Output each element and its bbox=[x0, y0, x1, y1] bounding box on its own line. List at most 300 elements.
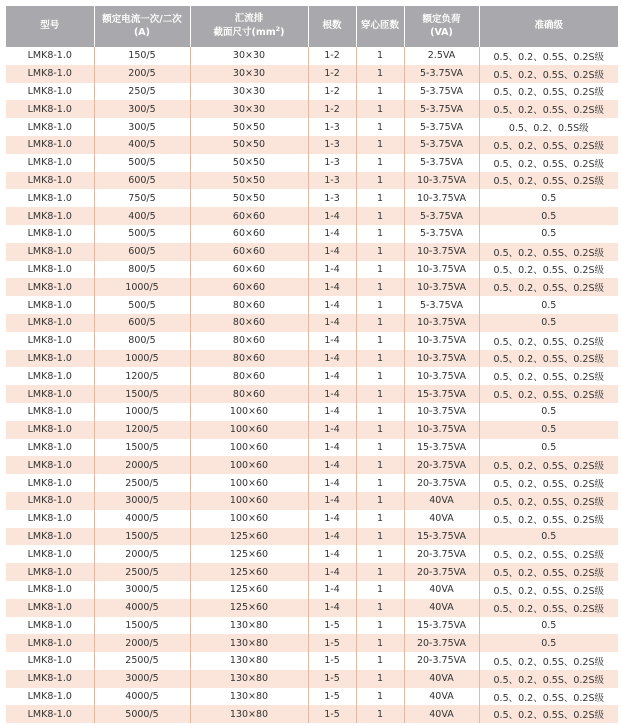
cell-accuracy: 0.5、0.2、0.5S、0.2S级 bbox=[479, 278, 618, 296]
cell-rated-current: 1000/5 bbox=[94, 350, 190, 368]
cell-busbar-size: 100×60 bbox=[190, 403, 308, 421]
cell-turns: 1 bbox=[356, 350, 404, 368]
cell-rated-current: 800/5 bbox=[94, 261, 190, 279]
cell-accuracy: 0.5、0.2、0.5S、0.2S级 bbox=[479, 652, 618, 670]
cell-turns: 1 bbox=[356, 189, 404, 207]
header-model: 型号 bbox=[6, 6, 94, 47]
cell-turns: 1 bbox=[356, 332, 404, 350]
cell-rated-current: 1500/5 bbox=[94, 528, 190, 546]
cell-model: LMK8-1.0 bbox=[6, 243, 94, 261]
cell-busbar-size: 125×60 bbox=[190, 563, 308, 581]
cell-rated-load: 10-3.75VA bbox=[404, 314, 479, 332]
cell-accuracy: 0.5、0.2、0.5S、0.2S级 bbox=[479, 563, 618, 581]
cell-model: LMK8-1.0 bbox=[6, 652, 94, 670]
cell-count: 1-4 bbox=[308, 545, 356, 563]
cell-turns: 1 bbox=[356, 634, 404, 652]
cell-model: LMK8-1.0 bbox=[6, 332, 94, 350]
cell-model: LMK8-1.0 bbox=[6, 474, 94, 492]
cell-turns: 1 bbox=[356, 492, 404, 510]
cell-count: 1-5 bbox=[308, 617, 356, 635]
cell-rated-load: 40VA bbox=[404, 492, 479, 510]
table-row bbox=[6, 83, 618, 101]
cell-turns: 1 bbox=[356, 172, 404, 190]
cell-accuracy: 0.5、0.2、0.5S、0.2S级 bbox=[479, 385, 618, 403]
cell-rated-current: 600/5 bbox=[94, 172, 190, 190]
cell-count: 1-5 bbox=[308, 688, 356, 706]
cell-rated-load: 40VA bbox=[404, 670, 479, 688]
cell-rated-current: 4000/5 bbox=[94, 510, 190, 528]
cell-accuracy: 0.5、0.2、0.5S、0.2S级 bbox=[479, 332, 618, 350]
cell-busbar-size: 100×60 bbox=[190, 421, 308, 439]
cell-busbar-size: 100×60 bbox=[190, 456, 308, 474]
cell-rated-current: 2000/5 bbox=[94, 545, 190, 563]
cell-rated-current: 200/5 bbox=[94, 65, 190, 83]
cell-rated-current: 250/5 bbox=[94, 83, 190, 101]
cell-rated-load: 15-3.75VA bbox=[404, 617, 479, 635]
cell-turns: 1 bbox=[356, 100, 404, 118]
spec-table bbox=[6, 6, 618, 723]
cell-busbar-size: 130×80 bbox=[190, 634, 308, 652]
cell-accuracy: 0.5 bbox=[479, 403, 618, 421]
header-turns: 穿心匝数 bbox=[356, 6, 404, 47]
header-load: 额定负荷 (VA) bbox=[404, 6, 479, 47]
table-row bbox=[6, 332, 618, 350]
cell-busbar-size: 60×60 bbox=[190, 243, 308, 261]
cell-rated-load: 5-3.75VA bbox=[404, 136, 479, 154]
cell-rated-current: 4000/5 bbox=[94, 599, 190, 617]
cell-turns: 1 bbox=[356, 154, 404, 172]
cell-busbar-size: 125×60 bbox=[190, 528, 308, 546]
cell-count: 1-3 bbox=[308, 154, 356, 172]
cell-rated-load: 5-3.75VA bbox=[404, 207, 479, 225]
cell-rated-load: 10-3.75VA bbox=[404, 189, 479, 207]
cell-count: 1-3 bbox=[308, 189, 356, 207]
cell-accuracy: 0.5 bbox=[479, 439, 618, 457]
cell-model: LMK8-1.0 bbox=[6, 118, 94, 136]
cell-rated-load: 20-3.75VA bbox=[404, 474, 479, 492]
cell-rated-load: 40VA bbox=[404, 705, 479, 723]
cell-busbar-size: 80×60 bbox=[190, 385, 308, 403]
cell-rated-load: 20-3.75VA bbox=[404, 563, 479, 581]
cell-count: 1-4 bbox=[308, 421, 356, 439]
table-row bbox=[6, 65, 618, 83]
cell-rated-current: 1500/5 bbox=[94, 439, 190, 457]
cell-rated-current: 5000/5 bbox=[94, 705, 190, 723]
cell-rated-current: 800/5 bbox=[94, 332, 190, 350]
cell-model: LMK8-1.0 bbox=[6, 403, 94, 421]
cell-count: 1-3 bbox=[308, 118, 356, 136]
cell-turns: 1 bbox=[356, 545, 404, 563]
cell-accuracy: 0.5、0.2、0.5S、0.2S级 bbox=[479, 705, 618, 723]
cell-model: LMK8-1.0 bbox=[6, 634, 94, 652]
cell-rated-load: 2.5VA bbox=[404, 47, 479, 65]
cell-count: 1-4 bbox=[308, 599, 356, 617]
cell-rated-load: 20-3.75VA bbox=[404, 652, 479, 670]
cell-model: LMK8-1.0 bbox=[6, 688, 94, 706]
cell-count: 1-4 bbox=[308, 367, 356, 385]
table-row bbox=[6, 617, 618, 635]
cell-model: LMK8-1.0 bbox=[6, 510, 94, 528]
cell-turns: 1 bbox=[356, 207, 404, 225]
cell-busbar-size: 50×50 bbox=[190, 136, 308, 154]
cell-busbar-size: 125×60 bbox=[190, 545, 308, 563]
cell-accuracy: 0.5 bbox=[479, 634, 618, 652]
cell-busbar-size: 80×60 bbox=[190, 314, 308, 332]
cell-rated-current: 300/5 bbox=[94, 100, 190, 118]
cell-model: LMK8-1.0 bbox=[6, 599, 94, 617]
cell-busbar-size: 130×80 bbox=[190, 670, 308, 688]
cell-rated-load: 5-3.75VA bbox=[404, 225, 479, 243]
table-row bbox=[6, 439, 618, 457]
table-row bbox=[6, 670, 618, 688]
cell-rated-current: 2500/5 bbox=[94, 563, 190, 581]
cell-model: LMK8-1.0 bbox=[6, 545, 94, 563]
cell-model: LMK8-1.0 bbox=[6, 563, 94, 581]
cell-rated-load: 15-3.75VA bbox=[404, 439, 479, 457]
cell-model: LMK8-1.0 bbox=[6, 65, 94, 83]
cell-model: LMK8-1.0 bbox=[6, 350, 94, 368]
cell-count: 1-4 bbox=[308, 243, 356, 261]
cell-busbar-size: 125×60 bbox=[190, 581, 308, 599]
header-accuracy: 准确级 bbox=[479, 6, 618, 47]
cell-model: LMK8-1.0 bbox=[6, 207, 94, 225]
cell-model: LMK8-1.0 bbox=[6, 261, 94, 279]
cell-accuracy: 0.5、0.2、0.5S、0.2S级 bbox=[479, 545, 618, 563]
cell-busbar-size: 80×60 bbox=[190, 296, 308, 314]
cell-busbar-size: 50×50 bbox=[190, 118, 308, 136]
cell-count: 1-5 bbox=[308, 634, 356, 652]
cell-turns: 1 bbox=[356, 136, 404, 154]
table-row bbox=[6, 225, 618, 243]
header-count: 根数 bbox=[308, 6, 356, 47]
cell-turns: 1 bbox=[356, 83, 404, 101]
table-row bbox=[6, 136, 618, 154]
cell-count: 1-4 bbox=[308, 563, 356, 581]
table-row bbox=[6, 118, 618, 136]
cell-accuracy: 0.5、0.2、0.5S、0.2S级 bbox=[479, 100, 618, 118]
cell-rated-load: 5-3.75VA bbox=[404, 100, 479, 118]
cell-busbar-size: 60×60 bbox=[190, 278, 308, 296]
cell-rated-load: 10-3.75VA bbox=[404, 243, 479, 261]
cell-model: LMK8-1.0 bbox=[6, 136, 94, 154]
table-row bbox=[6, 189, 618, 207]
cell-accuracy: 0.5 bbox=[479, 296, 618, 314]
cell-rated-load: 10-3.75VA bbox=[404, 332, 479, 350]
cell-rated-current: 2500/5 bbox=[94, 652, 190, 670]
cell-turns: 1 bbox=[356, 118, 404, 136]
cell-model: LMK8-1.0 bbox=[6, 314, 94, 332]
cell-rated-load: 10-3.75VA bbox=[404, 172, 479, 190]
cell-accuracy: 0.5 bbox=[479, 528, 618, 546]
table-row bbox=[6, 421, 618, 439]
cell-count: 1-4 bbox=[308, 350, 356, 368]
cell-busbar-size: 130×80 bbox=[190, 688, 308, 706]
table-row bbox=[6, 705, 618, 723]
table-body bbox=[6, 47, 618, 723]
header-row bbox=[6, 6, 618, 47]
cell-busbar-size: 60×60 bbox=[190, 225, 308, 243]
table-row bbox=[6, 350, 618, 368]
cell-rated-load: 20-3.75VA bbox=[404, 634, 479, 652]
cell-count: 1-4 bbox=[308, 581, 356, 599]
cell-rated-current: 750/5 bbox=[94, 189, 190, 207]
cell-rated-current: 500/5 bbox=[94, 225, 190, 243]
cell-count: 1-4 bbox=[308, 332, 356, 350]
header-busbar: 汇流排 截面尺寸$(mm^2)$ bbox=[190, 6, 308, 47]
cell-count: 1-5 bbox=[308, 705, 356, 723]
cell-busbar-size: 30×30 bbox=[190, 65, 308, 83]
cell-turns: 1 bbox=[356, 65, 404, 83]
cell-rated-current: 1000/5 bbox=[94, 278, 190, 296]
cell-count: 1-4 bbox=[308, 456, 356, 474]
cell-accuracy: 0.5、0.2、0.5S、0.2S级 bbox=[479, 367, 618, 385]
cell-busbar-size: 30×30 bbox=[190, 83, 308, 101]
cell-model: LMK8-1.0 bbox=[6, 705, 94, 723]
cell-rated-load: 40VA bbox=[404, 510, 479, 528]
cell-busbar-size: 100×60 bbox=[190, 439, 308, 457]
cell-model: LMK8-1.0 bbox=[6, 581, 94, 599]
cell-rated-current: 3000/5 bbox=[94, 581, 190, 599]
cell-accuracy: 0.5、0.2、0.5S、0.2S级 bbox=[479, 688, 618, 706]
cell-accuracy: 0.5 bbox=[479, 207, 618, 225]
cell-turns: 1 bbox=[356, 528, 404, 546]
cell-count: 1-2 bbox=[308, 65, 356, 83]
cell-turns: 1 bbox=[356, 652, 404, 670]
cell-turns: 1 bbox=[356, 581, 404, 599]
cell-rated-current: 3000/5 bbox=[94, 492, 190, 510]
cell-rated-current: 150/5 bbox=[94, 47, 190, 65]
cell-accuracy: 0.5、0.2、0.5S、0.2S级 bbox=[479, 350, 618, 368]
table-row bbox=[6, 581, 618, 599]
cell-count: 1-4 bbox=[308, 296, 356, 314]
cell-busbar-size: 50×50 bbox=[190, 172, 308, 190]
cell-busbar-size: 30×30 bbox=[190, 47, 308, 65]
cell-rated-current: 400/5 bbox=[94, 136, 190, 154]
cell-count: 1-4 bbox=[308, 439, 356, 457]
cell-rated-current: 2000/5 bbox=[94, 456, 190, 474]
cell-count: 1-4 bbox=[308, 528, 356, 546]
cell-model: LMK8-1.0 bbox=[6, 617, 94, 635]
cell-rated-load: 20-3.75VA bbox=[404, 545, 479, 563]
table-row bbox=[6, 563, 618, 581]
cell-rated-load: 10-3.75VA bbox=[404, 367, 479, 385]
cell-accuracy: 0.5、0.2、0.5S、0.2S级 bbox=[479, 47, 618, 65]
table-row bbox=[6, 296, 618, 314]
cell-turns: 1 bbox=[356, 367, 404, 385]
table-row bbox=[6, 154, 618, 172]
cell-busbar-size: 60×60 bbox=[190, 207, 308, 225]
cell-count: 1-2 bbox=[308, 100, 356, 118]
cell-rated-current: 4000/5 bbox=[94, 688, 190, 706]
cell-accuracy: 0.5 bbox=[479, 225, 618, 243]
cell-turns: 1 bbox=[356, 296, 404, 314]
cell-model: LMK8-1.0 bbox=[6, 456, 94, 474]
cell-rated-load: 5-3.75VA bbox=[404, 154, 479, 172]
cell-turns: 1 bbox=[356, 421, 404, 439]
cell-turns: 1 bbox=[356, 705, 404, 723]
cell-turns: 1 bbox=[356, 474, 404, 492]
cell-busbar-size: 130×80 bbox=[190, 705, 308, 723]
cell-busbar-size: 130×80 bbox=[190, 617, 308, 635]
cell-turns: 1 bbox=[356, 510, 404, 528]
cell-model: LMK8-1.0 bbox=[6, 225, 94, 243]
cell-count: 1-4 bbox=[308, 225, 356, 243]
cell-accuracy: 0.5 bbox=[479, 617, 618, 635]
cell-accuracy: 0.5、0.2、0.5S、0.2S级 bbox=[479, 65, 618, 83]
cell-model: LMK8-1.0 bbox=[6, 278, 94, 296]
table-row bbox=[6, 652, 618, 670]
table-row bbox=[6, 599, 618, 617]
table-row bbox=[6, 100, 618, 118]
cell-busbar-size: 100×60 bbox=[190, 474, 308, 492]
cell-model: LMK8-1.0 bbox=[6, 154, 94, 172]
cell-turns: 1 bbox=[356, 278, 404, 296]
table-row bbox=[6, 545, 618, 563]
cell-accuracy: 0.5、0.2、0.5S、0.2S级 bbox=[479, 154, 618, 172]
cell-rated-current: 300/5 bbox=[94, 118, 190, 136]
cell-turns: 1 bbox=[356, 47, 404, 65]
table-row bbox=[6, 207, 618, 225]
table-row bbox=[6, 456, 618, 474]
cell-rated-load: 40VA bbox=[404, 688, 479, 706]
cell-count: 1-4 bbox=[308, 207, 356, 225]
cell-model: LMK8-1.0 bbox=[6, 296, 94, 314]
cell-accuracy: 0.5、0.2、0.5S、0.2S级 bbox=[479, 492, 618, 510]
cell-busbar-size: 100×60 bbox=[190, 510, 308, 528]
cell-accuracy: 0.5、0.2、0.5S、0.2S级 bbox=[479, 599, 618, 617]
cell-accuracy: 0.5、0.2、0.5S、0.2S级 bbox=[479, 172, 618, 190]
cell-rated-load: 10-3.75VA bbox=[404, 403, 479, 421]
table-row bbox=[6, 492, 618, 510]
cell-turns: 1 bbox=[356, 456, 404, 474]
cell-count: 1-2 bbox=[308, 83, 356, 101]
cell-rated-current: 500/5 bbox=[94, 154, 190, 172]
cell-rated-current: 400/5 bbox=[94, 207, 190, 225]
header-rated-current: 额定电流一次/二次 (A) bbox=[94, 6, 190, 47]
cell-busbar-size: 30×30 bbox=[190, 100, 308, 118]
cell-turns: 1 bbox=[356, 385, 404, 403]
cell-count: 1-4 bbox=[308, 385, 356, 403]
cell-rated-current: 1500/5 bbox=[94, 617, 190, 635]
cell-rated-current: 1200/5 bbox=[94, 421, 190, 439]
cell-count: 1-5 bbox=[308, 652, 356, 670]
cell-accuracy: 0.5、0.2、0.5S、0.2S级 bbox=[479, 581, 618, 599]
cell-rated-current: 1500/5 bbox=[94, 385, 190, 403]
cell-turns: 1 bbox=[356, 225, 404, 243]
cell-turns: 1 bbox=[356, 314, 404, 332]
cell-rated-load: 15-3.75VA bbox=[404, 528, 479, 546]
cell-accuracy: 0.5、0.2、0.5S、0.2S级 bbox=[479, 261, 618, 279]
cell-model: LMK8-1.0 bbox=[6, 385, 94, 403]
cell-busbar-size: 50×50 bbox=[190, 154, 308, 172]
cell-model: LMK8-1.0 bbox=[6, 189, 94, 207]
cell-rated-load: 5-3.75VA bbox=[404, 65, 479, 83]
cell-accuracy: 0.5、0.2、0.5S、0.2S级 bbox=[479, 510, 618, 528]
cell-count: 1-4 bbox=[308, 403, 356, 421]
cell-model: LMK8-1.0 bbox=[6, 172, 94, 190]
cell-model: LMK8-1.0 bbox=[6, 83, 94, 101]
cell-rated-current: 3000/5 bbox=[94, 670, 190, 688]
cell-turns: 1 bbox=[356, 243, 404, 261]
cell-turns: 1 bbox=[356, 403, 404, 421]
cell-accuracy: 0.5、0.2、0.5S、0.2S级 bbox=[479, 670, 618, 688]
table-row bbox=[6, 474, 618, 492]
cell-model: LMK8-1.0 bbox=[6, 670, 94, 688]
cell-model: LMK8-1.0 bbox=[6, 100, 94, 118]
cell-busbar-size: 80×60 bbox=[190, 332, 308, 350]
cell-turns: 1 bbox=[356, 261, 404, 279]
cell-model: LMK8-1.0 bbox=[6, 528, 94, 546]
table-row bbox=[6, 634, 618, 652]
cell-rated-current: 2500/5 bbox=[94, 474, 190, 492]
cell-accuracy: 0.5、0.2、0.5S、0.2S级 bbox=[479, 474, 618, 492]
cell-turns: 1 bbox=[356, 563, 404, 581]
cell-turns: 1 bbox=[356, 599, 404, 617]
table-row bbox=[6, 688, 618, 706]
cell-model: LMK8-1.0 bbox=[6, 421, 94, 439]
cell-count: 1-4 bbox=[308, 474, 356, 492]
cell-accuracy: 0.5、0.2、0.5S、0.2S级 bbox=[479, 83, 618, 101]
cell-rated-load: 40VA bbox=[404, 599, 479, 617]
table-row bbox=[6, 243, 618, 261]
cell-model: LMK8-1.0 bbox=[6, 492, 94, 510]
cell-rated-current: 1200/5 bbox=[94, 367, 190, 385]
table-row bbox=[6, 261, 618, 279]
table-row bbox=[6, 47, 618, 65]
cell-model: LMK8-1.0 bbox=[6, 367, 94, 385]
cell-rated-current: 600/5 bbox=[94, 243, 190, 261]
cell-busbar-size: 80×60 bbox=[190, 350, 308, 368]
cell-count: 1-4 bbox=[308, 278, 356, 296]
cell-rated-current: 600/5 bbox=[94, 314, 190, 332]
table-row bbox=[6, 385, 618, 403]
table-row bbox=[6, 172, 618, 190]
cell-rated-load: 10-3.75VA bbox=[404, 261, 479, 279]
cell-model: LMK8-1.0 bbox=[6, 47, 94, 65]
cell-accuracy: 0.5、0.2、0.5S、0.2S级 bbox=[479, 136, 618, 154]
cell-count: 1-3 bbox=[308, 172, 356, 190]
cell-rated-load: 5-3.75VA bbox=[404, 83, 479, 101]
cell-turns: 1 bbox=[356, 688, 404, 706]
table-row bbox=[6, 528, 618, 546]
cell-rated-load: 20-3.75VA bbox=[404, 456, 479, 474]
cell-count: 1-4 bbox=[308, 261, 356, 279]
cell-busbar-size: 100×60 bbox=[190, 492, 308, 510]
cell-model: LMK8-1.0 bbox=[6, 439, 94, 457]
cell-rated-current: 1000/5 bbox=[94, 403, 190, 421]
cell-rated-load: 15-3.75VA bbox=[404, 385, 479, 403]
cell-busbar-size: 125×60 bbox=[190, 599, 308, 617]
cell-turns: 1 bbox=[356, 439, 404, 457]
table-row bbox=[6, 314, 618, 332]
cell-count: 1-2 bbox=[308, 47, 356, 65]
cell-count: 1-3 bbox=[308, 136, 356, 154]
cell-accuracy: 0.5 bbox=[479, 314, 618, 332]
cell-rated-load: 40VA bbox=[404, 581, 479, 599]
cell-accuracy: 0.5、0.2、0.5S级 bbox=[479, 118, 618, 136]
cell-rated-load: 10-3.75VA bbox=[404, 421, 479, 439]
cell-accuracy: 0.5 bbox=[479, 421, 618, 439]
cell-busbar-size: 80×60 bbox=[190, 367, 308, 385]
cell-accuracy: 0.5、0.2、0.5S、0.2S级 bbox=[479, 243, 618, 261]
cell-busbar-size: 50×50 bbox=[190, 189, 308, 207]
table-row bbox=[6, 367, 618, 385]
table-row bbox=[6, 403, 618, 421]
cell-turns: 1 bbox=[356, 670, 404, 688]
cell-rated-current: 500/5 bbox=[94, 296, 190, 314]
cell-turns: 1 bbox=[356, 617, 404, 635]
cell-count: 1-4 bbox=[308, 492, 356, 510]
